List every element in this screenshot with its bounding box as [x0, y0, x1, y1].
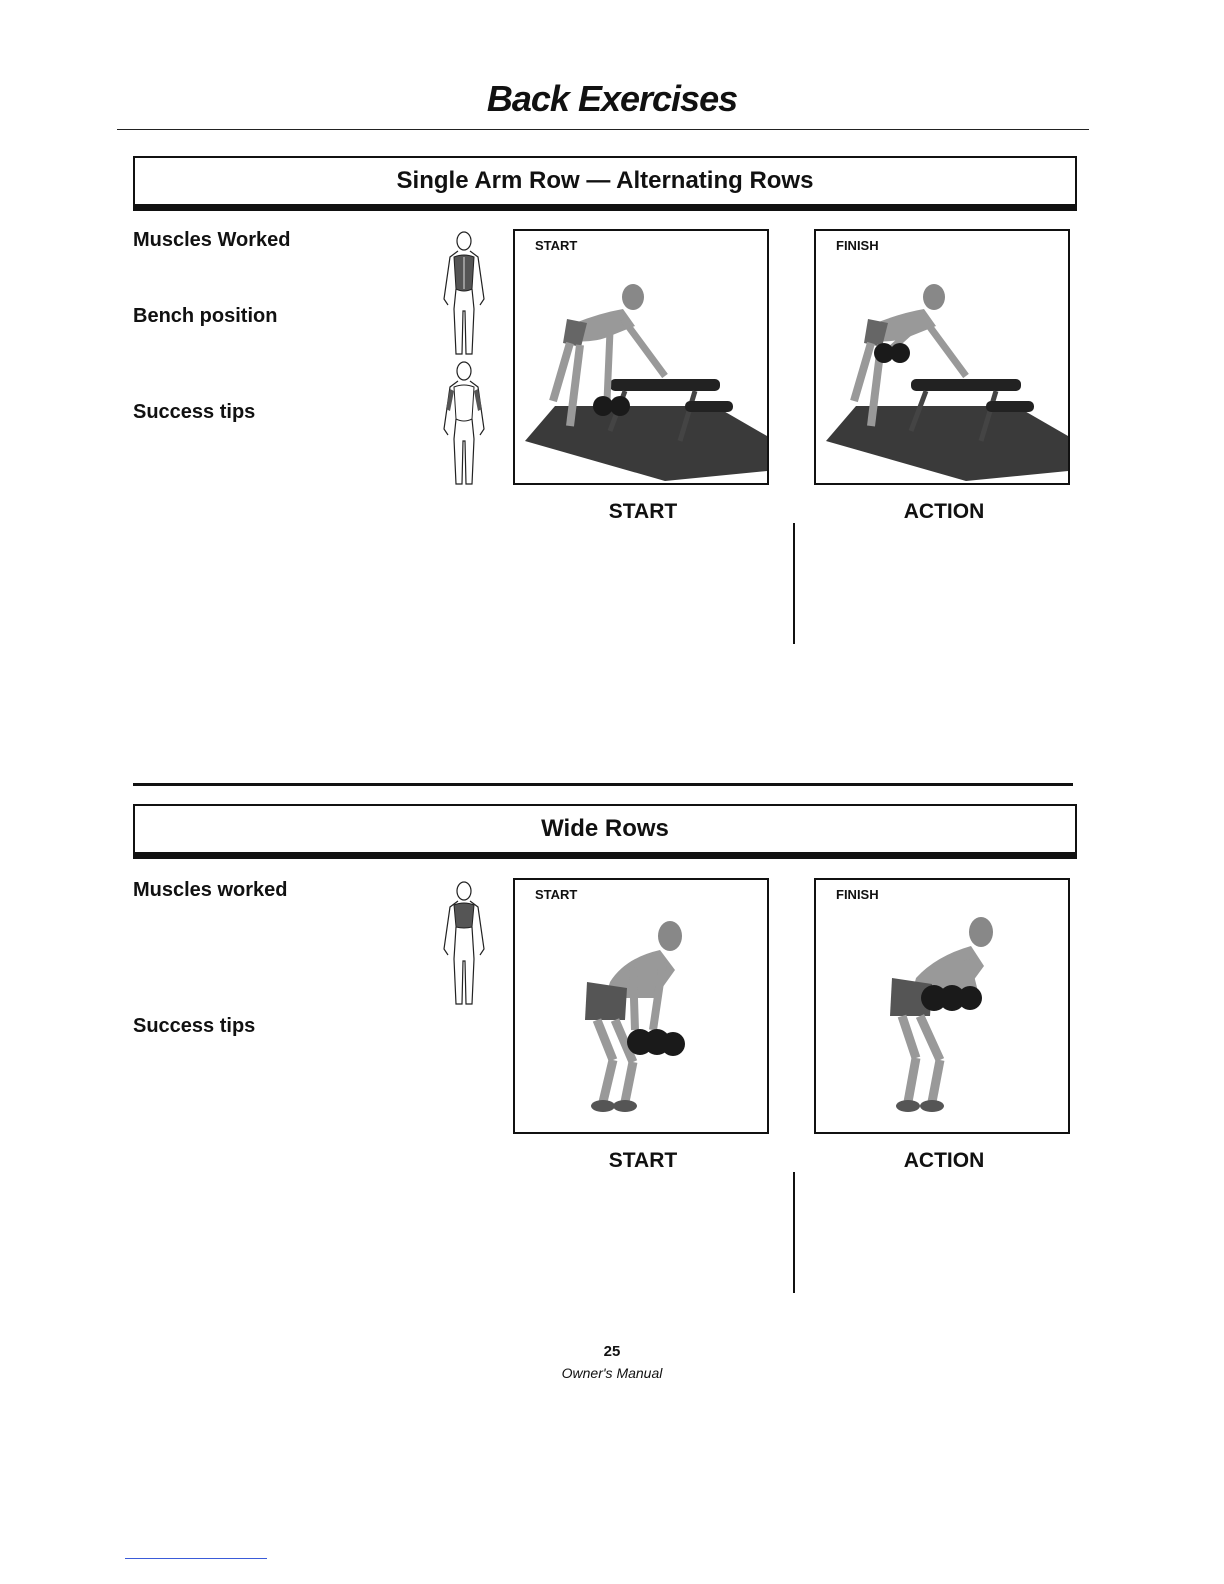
section-divider [133, 783, 1073, 786]
caption-start: START [608, 500, 678, 523]
label-muscles-worked: Muscles worked [133, 879, 288, 901]
caption-start: START [608, 1149, 678, 1172]
footer-manual-label: Owner's Manual [561, 1365, 663, 1381]
anatomy-back-figure-icon [436, 229, 492, 359]
footnote-link-underline [125, 1558, 267, 1559]
wide-row-finish-photo [814, 878, 1070, 1134]
label-bench-position: Bench position [133, 305, 278, 327]
photo-tag-start: START [535, 238, 578, 253]
caption-action: ACTION [903, 500, 985, 523]
label-muscles-worked: Muscles Worked [133, 229, 291, 251]
page-title: Back Exercises [486, 78, 738, 119]
photo-tag-finish: FINISH [836, 238, 879, 253]
page-number: 25 [603, 1343, 621, 1360]
caption-action: ACTION [903, 1149, 985, 1172]
wide-row-start-photo [513, 878, 769, 1134]
column-divider [793, 523, 795, 644]
photo-tag-finish: FINISH [836, 887, 879, 902]
single-arm-row-finish-photo [814, 229, 1070, 485]
column-divider [793, 1172, 795, 1293]
label-success-tips: Success tips [133, 401, 256, 423]
single-arm-row-start-photo [513, 229, 769, 485]
section-header-single-arm-row: Single Arm Row — Alternating Rows [133, 156, 1077, 211]
title-divider [117, 129, 1089, 130]
photo-tag-start: START [535, 887, 578, 902]
anatomy-front-figure-icon [436, 359, 492, 489]
label-success-tips: Success tips [133, 1015, 256, 1037]
section-header-wide-rows: Wide Rows [133, 804, 1077, 859]
anatomy-back-figure-icon [436, 879, 492, 1009]
